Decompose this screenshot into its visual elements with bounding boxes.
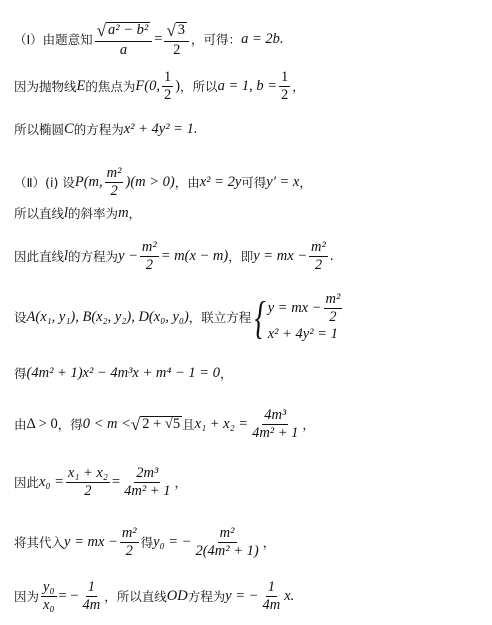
line-5 xyxy=(14,206,486,222)
math: l xyxy=(64,205,69,221)
denominator: 2 xyxy=(173,42,181,59)
math: E xyxy=(76,77,86,94)
text: 方程为 xyxy=(187,588,226,604)
numerator: 4m³ xyxy=(262,408,288,425)
math: = m(x − m) xyxy=(160,247,229,264)
math: y − xyxy=(118,247,138,264)
numerator: 1 xyxy=(266,580,277,597)
math: m xyxy=(118,205,129,221)
math: x₁ + x₂ = xyxy=(194,415,249,432)
fraction xyxy=(250,408,300,441)
text: 可得 xyxy=(241,174,267,190)
text: 设 xyxy=(14,309,27,325)
fraction xyxy=(162,70,173,103)
equation-system xyxy=(251,292,344,343)
denominator: 2 xyxy=(329,309,337,326)
fraction xyxy=(105,166,124,199)
text: 由 xyxy=(14,416,27,432)
math: y₀ = − xyxy=(153,533,192,550)
fraction xyxy=(95,22,153,58)
text: ，所以 xyxy=(180,78,218,94)
line-4 xyxy=(14,166,486,199)
text: 的斜率为 xyxy=(68,206,119,222)
text: ， xyxy=(128,206,142,222)
math: x₀ = xyxy=(39,473,64,490)
text: 得 xyxy=(140,534,154,550)
denominator: 4m² + 1 xyxy=(252,425,299,442)
math: y = mx − xyxy=(267,299,322,316)
math: F(0, xyxy=(135,77,160,94)
denominator: 4m xyxy=(262,597,281,614)
text: 所以直线 xyxy=(14,206,65,222)
math: )(m > 0) xyxy=(125,173,175,190)
denominator: a xyxy=(119,42,128,59)
line-8 xyxy=(14,366,486,382)
brace: { xyxy=(254,291,267,343)
math: Δ > 0 xyxy=(26,415,58,432)
math: . xyxy=(329,247,334,264)
text: ， xyxy=(302,416,315,432)
numerator: y₀ xyxy=(41,580,56,597)
fraction xyxy=(309,240,328,273)
text: ，由 xyxy=(174,174,200,190)
math: (4m² + 1)x² − 4m³x + m⁴ − 1 = 0 xyxy=(26,365,220,381)
denominator: 2 xyxy=(125,543,133,560)
numerator: m² xyxy=(140,240,159,257)
denominator: 2 xyxy=(281,87,289,104)
text: ， xyxy=(262,534,276,550)
denominator: 2 xyxy=(314,257,323,274)
denominator: 4m xyxy=(82,597,101,614)
denominator: x₀ xyxy=(43,597,55,614)
numerator: 1 xyxy=(86,580,97,597)
numerator: m² xyxy=(324,292,343,309)
text: 因为 xyxy=(14,588,40,604)
text: ， xyxy=(174,474,187,490)
numerator: 1 xyxy=(162,70,173,87)
numerator: m² xyxy=(309,240,328,257)
text: 得 xyxy=(14,366,27,382)
text: ， xyxy=(219,366,233,382)
text: 因为抛物线 xyxy=(14,78,77,94)
text: ，联立方程 xyxy=(188,309,252,325)
sqrt-content: a² − b² xyxy=(108,22,149,38)
text: 因此 xyxy=(14,474,40,490)
fraction xyxy=(140,240,159,273)
text: ，可得： xyxy=(191,32,242,48)
numerator: 1 xyxy=(279,70,290,87)
sqrt: √ a² − b² xyxy=(96,21,149,40)
text: （Ⅰ）由题意知 xyxy=(14,32,93,48)
denominator: 2 xyxy=(163,87,172,104)
fraction xyxy=(120,526,139,559)
line-9 xyxy=(14,408,486,441)
line-3 xyxy=(14,122,486,138)
denominator: 2 xyxy=(110,183,118,200)
sqrt-content: 3 xyxy=(177,22,186,38)
denominator: 4m² + 1 xyxy=(124,483,171,500)
math: C xyxy=(64,121,74,137)
line-10 xyxy=(14,466,486,499)
line-1 xyxy=(14,22,486,58)
math: P(m, xyxy=(74,173,103,190)
math: a = 1, b = xyxy=(217,77,278,94)
fraction xyxy=(80,580,102,613)
fraction xyxy=(193,526,260,559)
numerator: m² xyxy=(105,166,124,183)
math: a = 2b. xyxy=(241,31,284,48)
math: x² + 4y² = 1. xyxy=(123,121,198,137)
text: 且 xyxy=(182,416,195,432)
fraction xyxy=(324,292,343,325)
fraction xyxy=(41,580,56,613)
sqrt: √ 2 + √5 xyxy=(130,415,181,435)
sqrt-content: 2 + √5 xyxy=(142,416,181,433)
fraction: √ 3 2 xyxy=(164,22,189,58)
fraction xyxy=(122,466,172,499)
text: ，得 xyxy=(57,416,83,432)
math: ) xyxy=(175,77,181,94)
math: x² = 2y xyxy=(199,173,242,190)
math: A(x₁, y₁), B(x₂, y₂), D(x₀, y₀) xyxy=(26,308,189,325)
math: y = mx − xyxy=(64,533,118,550)
text: 的焦点为 xyxy=(85,78,136,94)
math: l xyxy=(64,247,69,264)
text: 因此直线 xyxy=(14,248,65,264)
equals: = xyxy=(154,31,163,48)
math: y = mx − xyxy=(253,247,308,264)
text: 所以椭圆 xyxy=(14,122,65,138)
denominator: 2(4m² + 1) xyxy=(195,543,259,560)
math: = − xyxy=(58,587,79,604)
math: y = − xyxy=(225,587,259,604)
line-12 xyxy=(14,580,486,613)
text: ，即 xyxy=(228,248,254,264)
text: ， xyxy=(299,174,312,190)
denominator: 2 xyxy=(84,483,92,500)
text: 将其代入 xyxy=(14,534,65,550)
fraction xyxy=(260,580,282,613)
numerator: 2m³ xyxy=(134,466,160,483)
numerator: m² xyxy=(218,526,237,543)
text: 的方程为 xyxy=(68,248,119,264)
text: （Ⅱ）(ⅰ) 设 xyxy=(14,174,75,190)
math: x² + 4y² = 1 xyxy=(267,326,338,343)
text: ， xyxy=(292,78,305,94)
text: 的方程为 xyxy=(73,122,124,138)
fraction xyxy=(279,70,290,103)
numerator: m² xyxy=(120,526,139,543)
math: y′ = x xyxy=(266,173,300,190)
line-2 xyxy=(14,70,486,103)
line-6 xyxy=(14,240,486,273)
denominator: 2 xyxy=(145,257,153,274)
math: 0 < m < xyxy=(82,415,131,432)
line-7 xyxy=(14,292,486,343)
math: = xyxy=(111,473,121,490)
fraction xyxy=(66,466,110,499)
line-11 xyxy=(14,526,486,559)
math: x. xyxy=(284,587,295,604)
numerator: x₁ + x₂ xyxy=(66,466,110,483)
math: OD xyxy=(166,587,188,604)
text: ，所以直线 xyxy=(104,588,167,604)
